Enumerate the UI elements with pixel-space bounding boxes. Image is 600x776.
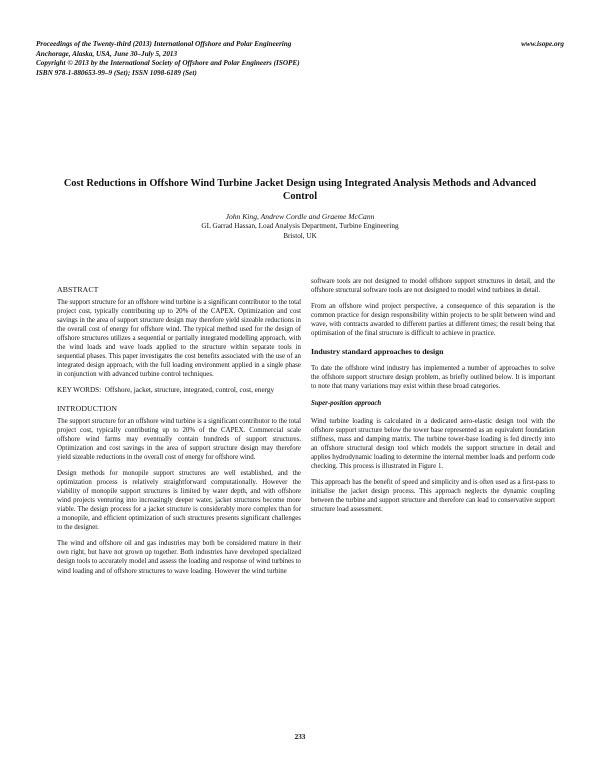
proceedings-info [36, 40, 456, 78]
body-paragraph: To date the offshore wind industry has implemented a number of approaches to solve the offshore support structure design problem, as briefly outlined below. It is important to note that many variations may exist within these broad categories. [311, 365, 555, 391]
abstract-text: The support structure for an offshore wind turbine is a significant contributor to the total project cost, typically contributing up to 20% of the CAPEX. Optimization and cost savings in the area of support structure design may therefore yield sizeable reductions in the overall cost of energy for offshore wind. The typical method used for the design of offshore structures utilizes a sequential or partially integrated modelling approach, with the wind loads and wave loads applied to the structure within separate tools in sequential phases. This paper investigates the cost benefits associated with the use of an integrated design approach, with the full loading environment applied in a single phase in conjunction with advanced turbine control techniques. [57, 299, 301, 379]
abstract-heading: ABSTRACT [57, 285, 99, 294]
header-line: ISBN 978-1-880653-99–9 (Set); ISSN 1098-6189 (Set) [36, 68, 197, 77]
keywords-label: KEY WORDS: [57, 386, 102, 395]
proceedings-header [36, 40, 564, 78]
right-column [311, 277, 555, 514]
body-paragraph: This approach has the benefit of speed and simplicity and is often used as a first-pass to initialise the jacket design process. This approach neglects the dynamic coupling between the turbine and support structure and therefore can lead to conservative support structure load assessment. [311, 478, 555, 513]
keywords-text: Offshore, jacket, structure, integrated, control, cost, energy [104, 386, 275, 395]
author-location: Bristol, UK [283, 231, 317, 240]
page-number: 233 [294, 733, 306, 741]
intro-paragraph: Design methods for monopile support structures are well established, and the optimization process is relatively straightforward computationally. However the viability of monopile support structures is limited by water depth, and with offshore wind projects venturing into increasingly deeper water, jacket structures become more viable. The design process for a jacket structure is considerably more complex than for a monopile, and efficient optimization of such structures presents significant challenges to the designer. [57, 470, 301, 532]
body-paragraph: software tools are not designed to model offshore support structures in detail, and the offshore structural software tools are not designed to model wind turbines in detail. [311, 278, 555, 295]
publisher-url[interactable]: www.isope.org [521, 40, 564, 48]
industry-heading: Industry standard approaches to design [311, 347, 444, 357]
header-line: Proceedings of the Twenty-third (2013) International Offshore and Polar Engineering [36, 40, 292, 48]
left-column [57, 285, 301, 576]
author-affiliation: GL Garrad Hassan, Load Analysis Department, Turbine Engineering [201, 222, 399, 230]
intro-paragraph: The support structure for an offshore wind turbine is a significant contributor to the total project cost, typically contributing up to 20% of the CAPEX. Commercial scale offshore wind farms may eventually contain hundreds of support structures. Optimization and cost savings in the area of support structure design may therefore yield sizeable reductions in the overall cost of energy for offshore wind. [57, 417, 301, 461]
author-names: John King, Andrew Cordle and Graeme McCann [225, 212, 375, 221]
keywords [57, 386, 301, 395]
intro-paragraph: The wind and offshore oil and gas industries may both be considered mature in their own right, but have not grown up together. Both industries have developed specialized design tools to accurately model and assess the loading and response of wind turbines to wind loading and of offshore structures to wave loading. However the wind turbine [57, 540, 301, 575]
body-paragraph: Wind turbine loading is calculated in a dedicated aero-elastic design tool with the offshore support structure below the tower base represented as an equivalent foundation stiffness, mass and damping matrix. The turbine tower-base loading is fed directly into an offshore structural design tool which models the support structure in detail and applies hydrodynamic loading to determine the internal member loads and perform code checking. This process is illustrated in Figure 1. [311, 417, 555, 470]
header-line: Anchorage, Alaska, USA, June 30–July 5, 2013 [36, 49, 178, 58]
superposition-heading: Super-position approach [311, 400, 382, 408]
header-line: Copyright © 2013 by the International Society of Offshore and Polar Engineers (ISOPE) [36, 59, 300, 68]
body-paragraph: From an offshore wind project perspective, a consequence of this separation is the common practice for design responsibility within projects to be split between wind and wave, with contracts awarded to different parties at different times; the result being that optimisation of the final structure is difficult to achieve in practice. [311, 303, 555, 338]
author-block [100, 212, 500, 241]
paper-title: Cost Reductions in Offshore Wind Turbine Jacket Design using Integrated Analysis Methods and Advanced Control [63, 178, 537, 202]
introduction-heading: INTRODUCTION [57, 403, 118, 413]
